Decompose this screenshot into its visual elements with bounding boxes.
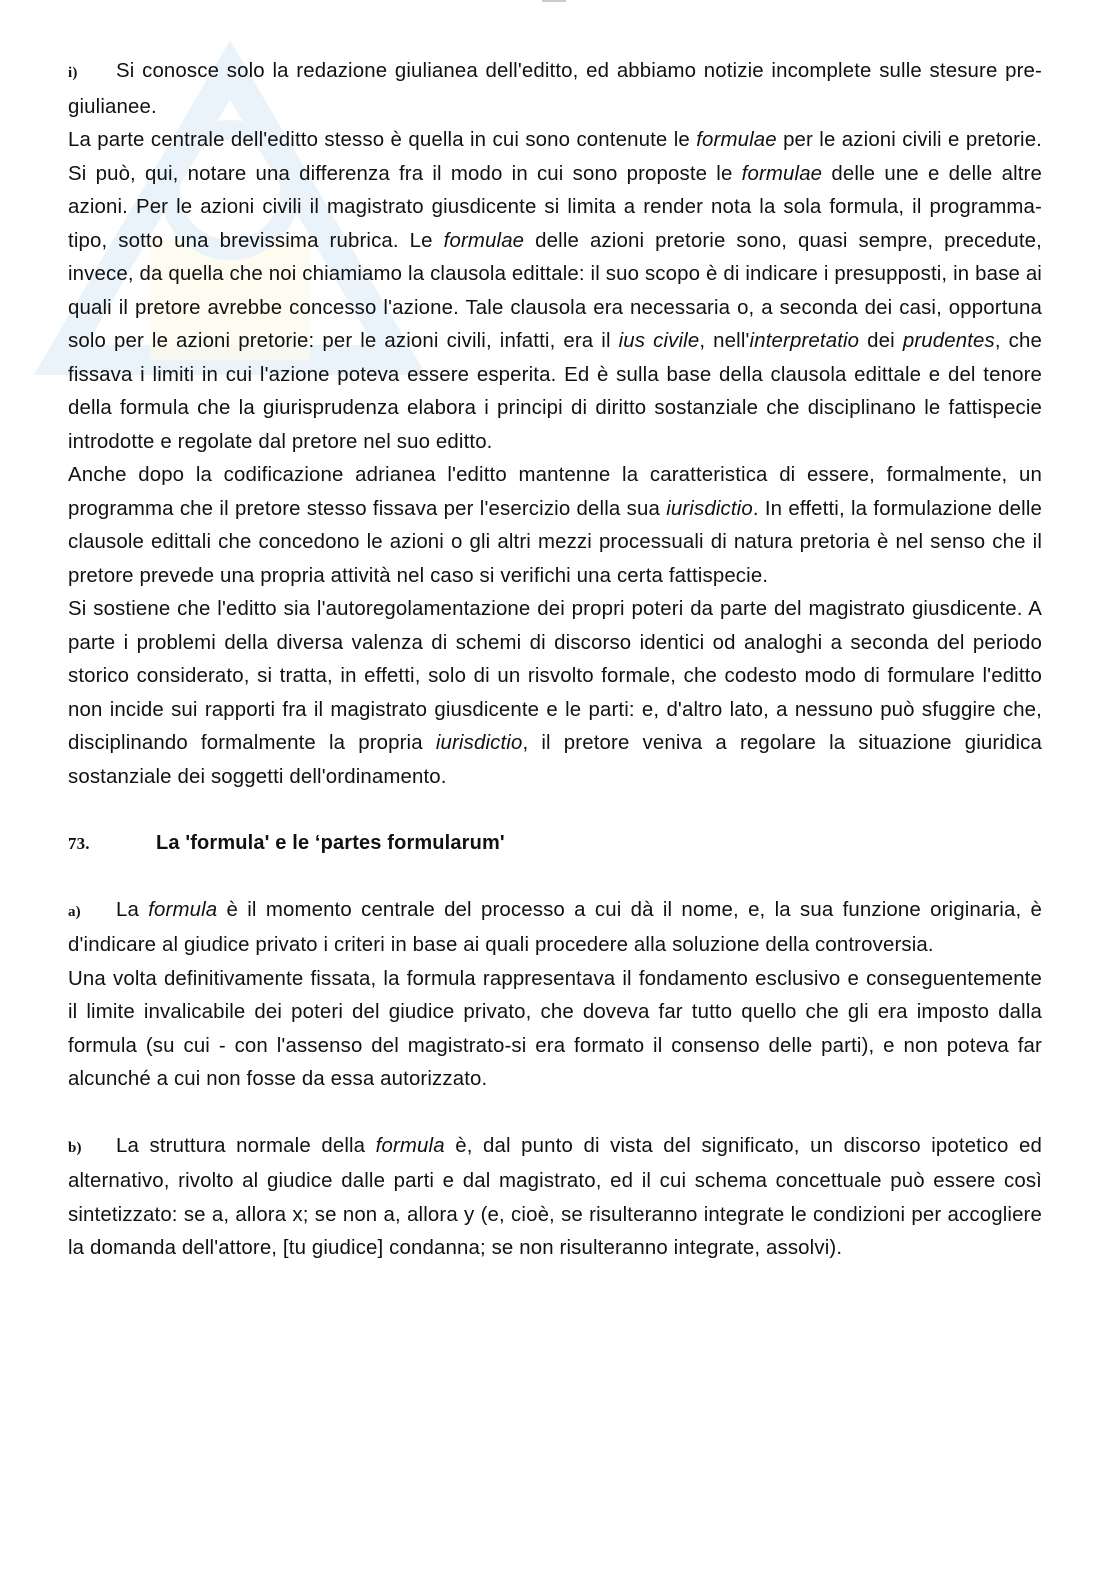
section-marker-a: a): [68, 903, 81, 920]
paragraph-i-3: [68, 459, 1042, 593]
paragraph-b-1-content: [68, 1135, 1042, 1260]
text-run: , che fissava i limiti in cui l'azione poteva essere esperita. Ed è sulla base della clausola edittale e del tenore della formula che la giurisprudenza elabora i principi di diritto sostanziale che disciplinano le fattispecie introdotte e regolate dal pretore nel suo editto.: [68, 330, 1043, 453]
text-run: , il pretore veniva a regolare la situazione giuridica sostanziale dei soggetti dell'ordinamento.: [68, 732, 1042, 788]
italic-term: ius civile: [618, 330, 700, 352]
text-run: è il momento centrale del processo a cui dà il nome, e, la sua funzione originaria, è d'indicare al giudice privato i criteri in base ai quali procedere alla soluzione della controversia.: [68, 898, 1042, 956]
paragraph-b-1: [68, 1130, 1042, 1266]
spacer: [68, 861, 1042, 894]
section-heading-73: [68, 827, 1042, 861]
spacer: [68, 1097, 1042, 1130]
text-run: Si sostiene che l'editto sia l'autoregolamentazione dei propri poteri da parte del magistrato giusdicente. A parte i problemi della diversa valenza di schemi di discorso identici od analoghi a seconda del periodo storico considerato, si tratta, in effetti, solo di un risvolto formale, che codesto modo di formulare l'editto non incide sui rapporti fra il magistrato giusdicente e le parti: e, d'altro lato, a nessuno può sfuggire che, disciplinando formalmente la propria: [68, 598, 1042, 754]
section-title: La 'formula' e le ‘partes formularum': [156, 832, 505, 854]
text-run: è, dal punto di vista del significato, un discorso ipotetico ed alternativo, rivolto al giudice dalle parti e dal magistrato, ed il cui schema concettuale può essere così sintetizzato: se a, allora x; se non a, allora y (e, cioè, se risulteranno integrate le condizioni per accogliere la domanda dell'attore, [tu giudice] condanna; se non risulteranno integrate, assolvi).: [68, 1134, 1042, 1259]
italic-term: prudentes: [902, 330, 995, 352]
text-run: . In effetti, la formulazione delle clausole edittali che concedono le azioni o gli altri mezzi processuali di natura pretoria è nel senso che il pretore prevede una propria attività nel caso si verifichi una certa fattispecie.: [68, 497, 1042, 587]
paragraph-a-2: Una volta definitivamente fissata, la formula rappresentava il fondamento esclusivo e conseguentemente il limite invalicabile dei poteri del giudice privato, che doveva far tutto quello che gli era imposto dalla formula (su cui - con l'assenso del magistrato-si era formato il consenso delle parti), e non poteva far alcunché a cui non fosse da essa autorizzato.: [68, 967, 1042, 1090]
italic-term: interpretatio: [749, 330, 860, 352]
page-top-mark: [542, 0, 566, 2]
paragraph-i-1-text: Si conosce solo la redazione giulianea dell'editto, ed abbiamo notizie incomplete sulle stesure pre-giulianee.: [68, 60, 1042, 118]
italic-term: formulae: [443, 229, 525, 252]
paragraph-a-1: [68, 894, 1042, 963]
text-run: La struttura normale della: [116, 1134, 376, 1157]
text-run: per le azioni civili e pretorie. Si può, qui, notare una differenza fra il modo in cui sono proposte le: [68, 129, 1042, 185]
text-run: dei: [859, 330, 903, 352]
section-marker-i: i): [68, 65, 78, 81]
spacer: [68, 794, 1042, 827]
text-run: La: [116, 898, 149, 921]
italic-term: formula: [148, 898, 218, 921]
text-run: Anche dopo la codificazione adrianea l'editto mantenne la caratteristica di essere, formalmente, un programma che il pretore stesso fissava per l'esercizio della sua: [68, 464, 1042, 520]
paragraph-i-1: [68, 55, 1042, 124]
text-run: La parte centrale dell'editto stesso è quella in cui sono contenute le: [68, 129, 697, 151]
italic-term: formula: [375, 1134, 445, 1157]
section-marker-b: b): [68, 1139, 82, 1156]
paragraph-i-4: [68, 593, 1042, 794]
italic-term: iurisdictio: [666, 497, 753, 520]
document-page: [68, 55, 1042, 1266]
paragraph-a-1-content: [68, 899, 1042, 957]
text-run: , nell': [699, 330, 750, 352]
italic-term: formulae: [696, 129, 777, 151]
paragraph-i-2: [68, 124, 1042, 459]
section-number: 73.: [68, 834, 90, 853]
text-run: delle azioni pretorie sono, quasi sempre, precedute, invece, da quella che noi chiamiamo la clausola edittale: il suo scopo è di indicare i presupposti, in base ai quali il pretore avrebbe concesso l'azione. Tale clausola era necessaria o, a seconda dei casi, opportuna solo per le azioni pretorie: per le azioni civili, infatti, era il: [68, 229, 1042, 352]
italic-term: iurisdictio: [435, 732, 523, 754]
text-run: delle une e delle altre azioni. Per le azioni civili il magistrato giusdicente si limita a render nota la sola formula, il programma-tipo, sotto una brevissima rubrica. Le: [68, 162, 1042, 252]
italic-term: formulae: [741, 162, 823, 185]
